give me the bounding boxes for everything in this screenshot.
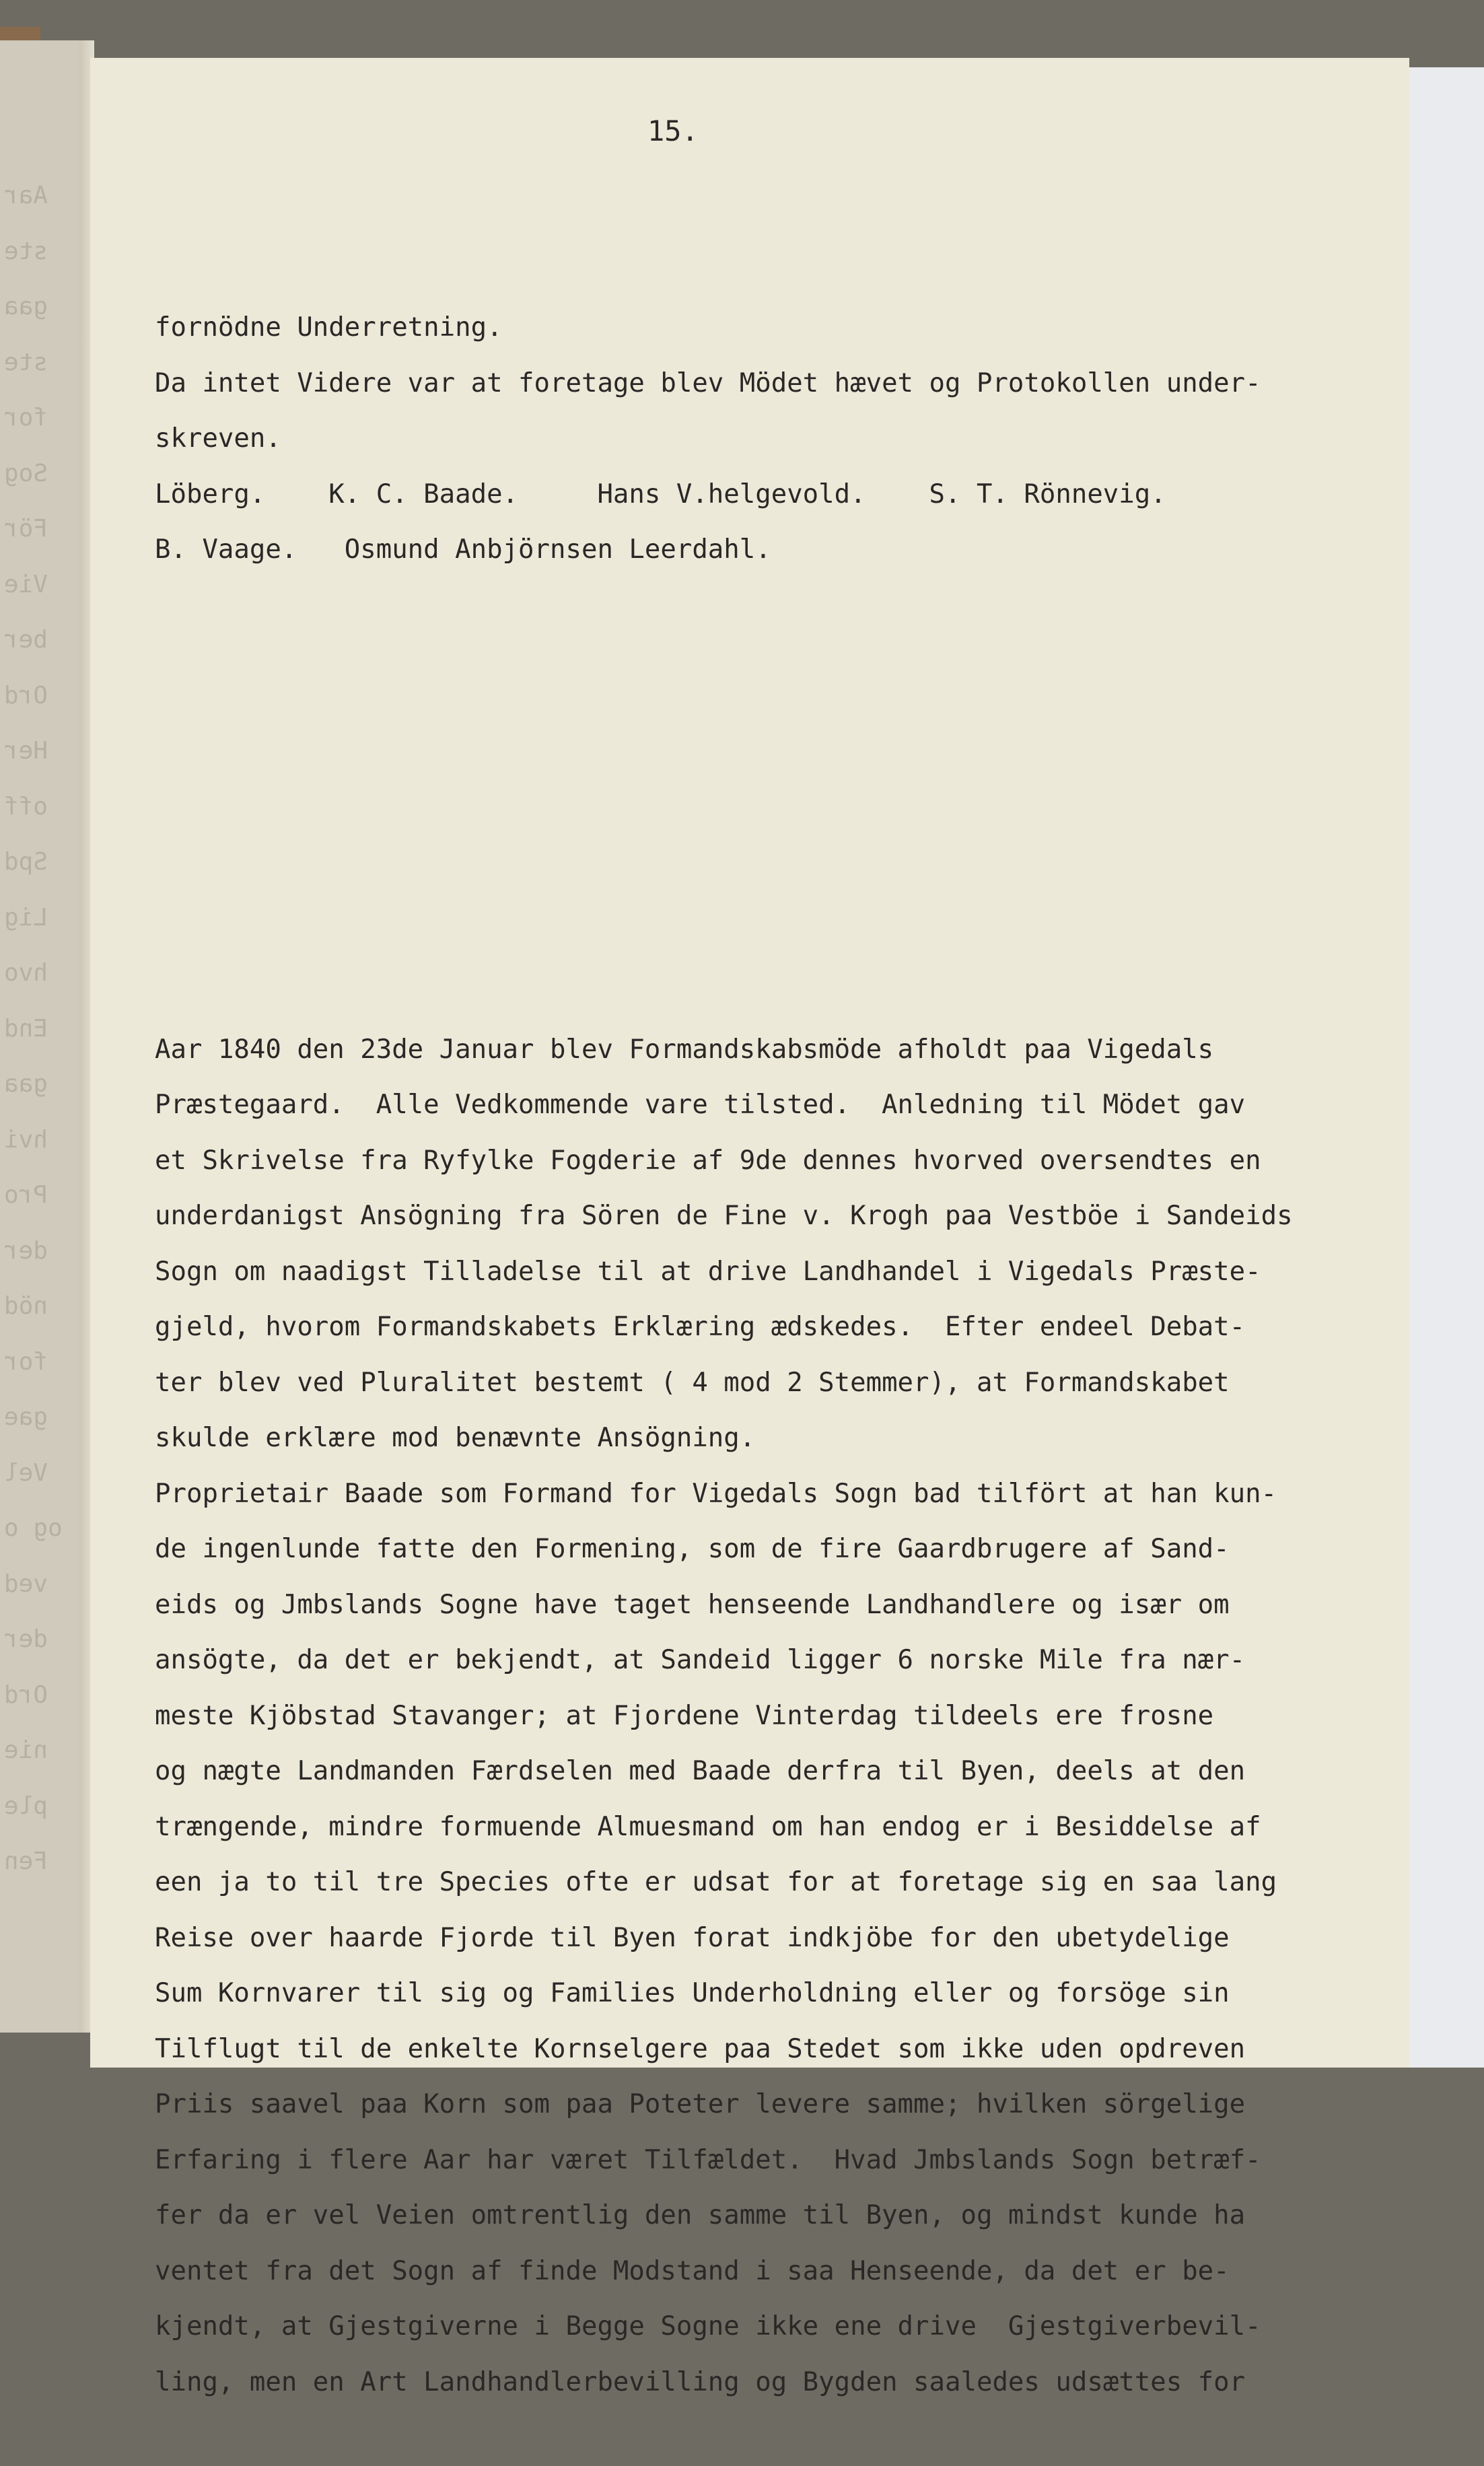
bleed-fragment: Vel	[4, 1458, 48, 1487]
meeting-minutes-entry	[155, 1022, 1293, 2411]
text-line: Tilflugt til de enkelte Kornselgere paa Stedet som ikke uden opdreven	[155, 2033, 1246, 2064]
text-line: Reise over haarde Fjorde til Byen forat indkjöbe for den ubetydelige	[155, 1922, 1230, 1953]
text-line: de ingenlunde fatte den Formening, som de fire Gaardbrugere af Sand-	[155, 1534, 1230, 1564]
text-line: trængende, mindre formuende Almuesmand om han endog er i Besiddelse af	[155, 1811, 1261, 1842]
bleed-fragment: Vie	[4, 570, 48, 598]
bleed-fragment: Lig	[4, 903, 48, 931]
text-line: ling, men en Art Landhandlerbevilling og Bygden saaledes udsættes for	[155, 2366, 1246, 2397]
bleed-fragment: ple	[4, 1792, 48, 1820]
text-line: Proprietair Baade som Formand for Vigedals Sogn bad tilfört at han kun-	[155, 1478, 1277, 1509]
text-line: et Skrivelse fra Ryfylke Fogderie af 9de dennes hvorved oversendtes en	[155, 1145, 1261, 1176]
text-line: skreven.	[155, 423, 281, 454]
text-line: ter blev ved Pluralitet bestemt ( 4 mod 2 Stemmer), at Formandskabet	[155, 1367, 1230, 1398]
text-line: Præstegaard. Alle Vedkommende vare tilsted. Anledning til Mödet gav	[155, 1090, 1246, 1120]
bleed-fragment: og o	[4, 1514, 63, 1542]
text-line: Löberg. K. C. Baade. Hans V.helgevold. S. T. Rönnevig.	[155, 479, 1166, 509]
text-line: ventet fra det Sogn af finde Modstand i saa Henseende, da det er be-	[155, 2255, 1230, 2286]
text-line: B. Vaage. Osmund Anbjörnsen Leerdahl.	[155, 534, 771, 565]
text-line: kjendt, at Gjestgiverne i Begge Sogne ikke ene drive Gjestgiverbevil-	[155, 2311, 1261, 2341]
bleed-fragment: ved	[4, 1570, 48, 1598]
bleed-fragment: För	[4, 515, 48, 542]
bleed-fragment: off	[4, 792, 48, 820]
bleed-fragment: ste	[4, 348, 48, 376]
page-number: 15.	[647, 114, 699, 147]
bleed-fragment: der	[4, 1625, 48, 1653]
bleed-fragment: ste	[4, 237, 48, 265]
text-line: ansögte, da det er bekjendt, at Sandeid ligger 6 norske Mile fra nær-	[155, 1645, 1246, 1675]
left-page-bleed-through	[4, 168, 78, 1890]
text-line: een ja to til tre Species ofte er udsat for at foretage sig en saa lang	[155, 1867, 1277, 1897]
text-line: Erfaring i flere Aar har været Tilfældet. Hvad Jmbslands Sogn betræf-	[155, 2144, 1261, 2175]
bleed-fragment: Her	[4, 737, 48, 765]
bleed-fragment: Fen	[4, 1847, 48, 1875]
bleed-fragment: nöd	[4, 1292, 48, 1320]
bleed-fragment: gaa	[4, 1070, 48, 1098]
bleed-fragment: Pro	[4, 1181, 48, 1209]
document-body	[155, 189, 1293, 2466]
bleed-fragment: for	[4, 1347, 48, 1376]
text-line: fer da er vel Veien omtrentlig den samme til Byen, og mindst kunde ha	[155, 2200, 1246, 2230]
bleed-fragment: Sog	[4, 459, 48, 487]
bleed-fragment: hvo	[4, 959, 48, 987]
bleed-fragment: Ord	[4, 681, 48, 709]
text-line: Priis saavel paa Korn som paa Poteter levere samme; hvilken sörgelige	[155, 2089, 1246, 2119]
text-line: meste Kjöbstad Stavanger; at Fjordene Vinterdag tildeels ere frosne	[155, 1700, 1214, 1731]
bleed-fragment: Aar	[4, 182, 48, 209]
bleed-fragment: End	[4, 1014, 48, 1043]
bleed-fragment: gaa	[4, 293, 48, 320]
text-line: Sogn om naadigst Tilladelse til at drive Landhandel i Vigedals Præste-	[155, 1256, 1261, 1287]
signature-block	[155, 300, 1293, 578]
bleed-fragment: Ord	[4, 1681, 48, 1709]
bleed-fragment: hvi	[4, 1125, 48, 1154]
bleed-fragment: der	[4, 1236, 48, 1265]
text-line: eids og Jmbslands Sogne have taget henseende Landhandlere og især om	[155, 1589, 1230, 1620]
text-line: gjeld, hvorom Formandskabets Erklæring ædskedes. Efter endeel Debat-	[155, 1312, 1246, 1342]
bleed-fragment: Spd	[4, 848, 48, 876]
page-background-edge	[1407, 67, 1484, 2068]
text-line: underdanigst Ansögning fra Sören de Fine v. Krogh paa Vestböe i Sandeids	[155, 1201, 1293, 1231]
text-line: fornödne Underretning.	[155, 312, 503, 343]
text-line: Aar 1840 den 23de Januar blev Formandskabsmöde afholdt paa Vigedals	[155, 1034, 1214, 1065]
text-line: Sum Kornvarer til sig og Families Underholdning eller og forsöge sin	[155, 1978, 1230, 2008]
bleed-fragment: for	[4, 404, 48, 431]
text-line: skulde erklære mod benævnte Ansögning.	[155, 1423, 756, 1453]
text-line: og nægte Landmanden Færdselen med Baade derfra til Byen, deels at den	[155, 1756, 1246, 1786]
text-line: Da intet Videre var at foretage blev Mödet hævet og Protokollen under-	[155, 367, 1261, 398]
bleed-fragment: gae	[4, 1403, 48, 1431]
bleed-fragment: nie	[4, 1736, 48, 1764]
bleed-fragment: ber	[4, 626, 48, 654]
